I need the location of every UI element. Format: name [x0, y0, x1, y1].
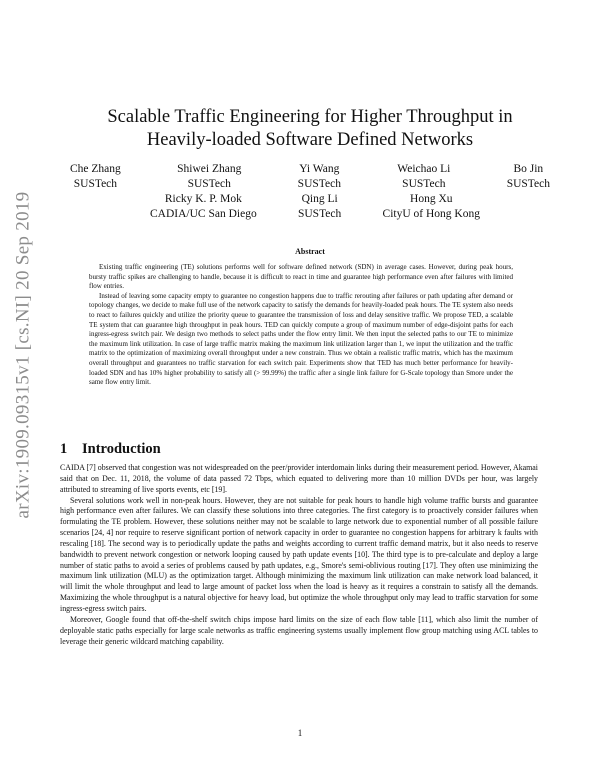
- author-affiliation: SUSTech: [187, 178, 231, 190]
- author: [298, 162, 341, 192]
- title-line-1: Scalable Traffic Engineering for Higher Throughput in: [107, 107, 513, 127]
- arxiv-stamp: [6, 120, 40, 590]
- abstract-heading: Abstract: [295, 247, 325, 256]
- section-title: Introduction: [82, 441, 161, 457]
- intro-paragraph-2: Several solutions work well in non-peak hours. However, they are not suitable for peak hours to handle high volume traffic bursts and guarantee high performance even after failures. We can classify these solutions into three categories. The first category is to proactively consider failures when formulating the TE problem. However, these solutions neither may not be scalable to large network due to exponential number of all possible failure scenarios [24, 4] nor require to reserve significant portion of network capacity in order to guarantee no congestion happens for arbitrary k faults with rescaling [18]. The second way is to periodically update the paths and weights according to current traffic demand matrix, but it also needs to reserve bandwidth to prevent network congestion or network looping caused by path update events [10]. The third type is to pre-calculate and deploy a large number of static paths to avoid a series of problems caused by path updates, e.g., Smore's semi-oblivious routing [17]. They often use minimizing the maximum link utilization (MLU) as the optimization target. Although minimizing the maximum link utilization can make network load balanced, it will limit the whole throughput and lead to large amount of packet loss when the load is heavy as it requires a constrain to satisfy all the demands. Maximizing the whole throughput is a natural objective for heavy load, but optimize the whole throughput only may lead to traffic starvation for some ingress-egress switch pairs.: [60, 495, 538, 613]
- author-affiliation: CADIA/UC San Diego: [150, 208, 257, 220]
- author: [298, 192, 341, 222]
- author-name: Weichao Li: [397, 163, 451, 175]
- author-name: Bo Jin: [513, 163, 544, 175]
- author-affiliation: SUSTech: [73, 178, 118, 190]
- arxiv-stamp-text: arXiv:1909.09315v1 [cs.NI] 20 Sep 2019: [12, 191, 33, 519]
- page-number: 1: [297, 728, 303, 738]
- author-affiliation: SUSTech: [402, 178, 446, 190]
- author: [397, 162, 450, 192]
- author-name: Che Zhang: [70, 163, 121, 175]
- author-affiliation: SUSTech: [297, 208, 342, 220]
- author-name: Hong Xu: [410, 193, 453, 205]
- author: [507, 162, 550, 192]
- abstract-paragraph-2: Instead of leaving some capacity empty to guarantee no congestion happens due to traffic rerouting after failures or path updating after demand or topology changes, we decide to make full use of the network capacity to satisfy the demands for heavily-loaded peak hours. The TE system also needs to react to failures quickly and utilize the priority queue to guarantee the transmission of loss and delay sensitive traffic. We propose TED, a scalable TE system that can guarantee high throughput in peak hours. TED can quickly compute a group of maximum number of edge-disjoint paths for each ingress-egress switch pair. We design two methods to select paths under the flow entry limit. We then input the selected paths to our TE to minimize the maximum link utilization. In case of large traffic matrix making the maximum link utilization larger than 1, we input the utilization and the traffic matrix to the optimization of maximizing overall throughput under a new constrain. Thus we obtain a realistic traffic matrix, which has the maximum overall throughput and guarantees no traffic starvation for each switch pair. Experiments show that TED has much better performance for heavily-loaded SDN and has 10% higher probability to satisfy all (> 99.99%) the traffic after a single link failure for G-Scale topology than Smore under the same flow entry limit.: [89, 291, 513, 387]
- abstract-paragraph-1: Existing traffic engineering (TE) solutions performs well for software defined network (SDN) in average cases. However, during peak hours, bursty traffic spikes are challenging to handle, because it is difficult to react in time and guarantee high performance even after failures with limited flow entries.: [89, 263, 513, 291]
- author-name: Qing Li: [301, 193, 338, 205]
- author-name: Shiwei Zhang: [177, 163, 242, 175]
- intro-paragraph-3: Moreover, Google found that off-the-shelf switch chips impose hard limits on the size of each flow table [11], which also limit the number of deployable static paths especially for large scale networks as traffic engineering systems usually implement flow group matching using ACL tables to leverage their generic wildcard matching capability.: [60, 614, 538, 646]
- intro-paragraph-1: CAIDA [7] observed that congestion was not widespreaded on the peer/provider interdomain links during their measurement period. However, Akamai said that on Dec. 11, 2018, the volume of data passed 72 Tbps, which equated to delivering more than 10 million DVDs per hour, was largely attributed to streaming of live sports events, etc [19].: [60, 463, 538, 494]
- intro-body: [60, 463, 538, 647]
- author-name: Yi Wang: [299, 163, 340, 175]
- authors-row-2: [150, 192, 480, 222]
- author: [383, 192, 480, 222]
- author-name: Ricky K. P. Mok: [164, 193, 242, 205]
- authors-row-1: [70, 162, 550, 192]
- author-affiliation: SUSTech: [506, 178, 550, 190]
- paper-title: [60, 106, 560, 152]
- author: [177, 162, 241, 192]
- title-line-2: Heavily-loaded Software Defined Networks: [146, 130, 474, 150]
- section-number: 1: [60, 441, 68, 457]
- abstract: [89, 263, 513, 388]
- author: [70, 162, 121, 192]
- author: [150, 192, 257, 222]
- author-affiliation: SUSTech: [297, 178, 341, 190]
- section-heading: [60, 441, 161, 458]
- author-affiliation: CityU of Hong Kong: [382, 208, 480, 220]
